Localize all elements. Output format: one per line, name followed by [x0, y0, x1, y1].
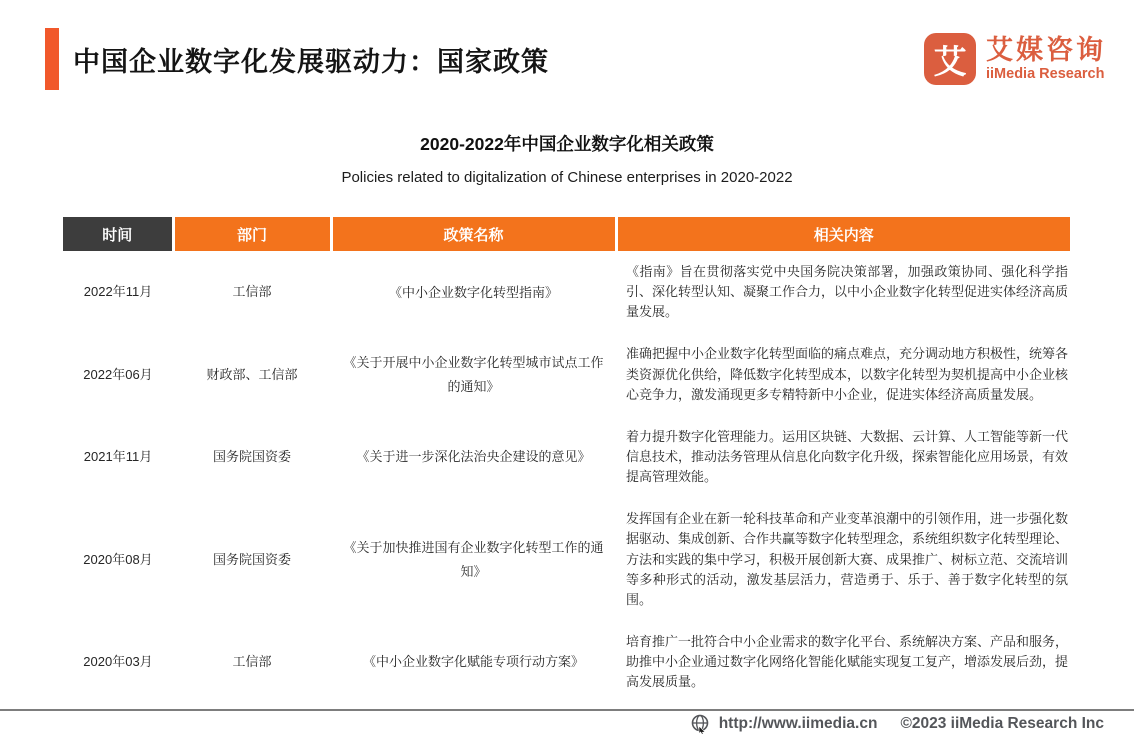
footer-url-link[interactable]: http://www.iimedia.cn: [718, 715, 878, 732]
cell-time: 2022年11月: [83, 284, 153, 300]
table-heading: [0, 131, 1134, 186]
cell-dept: 工信部: [232, 284, 272, 300]
table-header-row: [63, 217, 1070, 251]
iimedia-logo: [924, 33, 1106, 85]
header: [45, 28, 1106, 90]
table-row: [63, 498, 1070, 621]
col-header-policy: 政策名称: [331, 217, 616, 251]
cell-content: 准确把握中小企业数字化转型面临的痛点难点，充分调动地方积极性，统筹各类资源优化供给，降低数字化转型成本，以数字化转型为契机提高中小企业核心竞争力，激发涌现更多专精特新中小企业，促进实体经济高质量发展。: [626, 346, 1069, 402]
accent-bar: [45, 28, 59, 90]
cell-content: 发挥国有企业在新一轮科技革命和产业变革浪潮中的引领作用，进一步强化数据驱动、集成创新、合作共赢等数字化转型理念，系统组织数字化转型理论、方法和实践的集中学习，积极开展创新大赛、成果推广、树标立范、交流培训等多种形式的活动，激发基层活力，营造勇于、乐于、善于数字化转型的氛围。: [626, 511, 1069, 607]
policy-table: [63, 217, 1070, 703]
footer: [0, 709, 1134, 734]
iimedia-logo-icon: [924, 33, 976, 85]
cell-policy: 《关于开展中小企业数字化转型城市试点工作的通知》: [343, 355, 604, 394]
logo-name-cn: 艾媒咨询: [986, 35, 1106, 66]
table-title: 2020-2022年中国企业数字化相关政策: [420, 134, 714, 154]
cell-content: 培育推广一批符合中小企业需求的数字化平台、系统解决方案、产品和服务，助推中小企业通过数字化网络化智能化赋能实现复工复产，增添发展后劲，提高发展质量。: [626, 633, 1069, 690]
cell-content: 着力提升数字化管理能力。运用区块链、大数据、云计算、人工智能等新一代信息技术，推动法务管理从信息化向数字化升级，探索智能化应用场景，有效提高管理效能。: [626, 428, 1069, 485]
cell-time: 2020年03月: [83, 654, 153, 670]
logo-text: [986, 36, 1106, 82]
logo-name-en: iiMedia Research: [986, 65, 1105, 82]
table-row: [63, 251, 1070, 333]
table-subtitle: Policies related to digitalization of Chinese enterprises in 2020-2022: [341, 169, 793, 186]
logo-glyph: 艾: [933, 42, 967, 80]
cell-dept: 国务院国资委: [212, 448, 291, 464]
globe-cursor-icon: [690, 714, 710, 734]
cell-time: 2022年06月: [83, 366, 153, 382]
cell-policy: 《关于加快推进国有企业数字化转型工作的通知》: [343, 540, 604, 579]
page-title: 中国企业数字化发展驱动力：国家政策: [73, 46, 549, 77]
table-row: [63, 416, 1070, 498]
footer-copyright: ©2023 iiMedia Research Inc: [900, 715, 1104, 732]
cell-dept: 财政部、工信部: [206, 366, 298, 382]
cell-content: 《指南》旨在贯彻落实党中央国务院决策部署，加强政策协同、强化科学指引、深化转型认知、凝聚工作合力，以中小企业数字化转型促进实体经济高质量发展。: [626, 264, 1069, 320]
col-header-content: 相关内容: [616, 217, 1070, 251]
cell-policy: 《关于进一步深化法治央企建设的意见》: [356, 449, 591, 465]
col-header-dept: 部门: [173, 217, 331, 251]
cell-policy: 《中小企业数字化转型指南》: [388, 284, 558, 300]
cell-dept: 国务院国资委: [212, 551, 291, 567]
cell-time: 2020年08月: [83, 551, 153, 567]
cell-dept: 工信部: [232, 654, 272, 670]
table-row: [63, 621, 1070, 703]
table-row: [63, 333, 1070, 415]
cell-policy: 《中小企业数字化赋能专项行动方案》: [362, 654, 584, 670]
cell-time: 2021年11月: [83, 448, 153, 464]
col-header-time: 时间: [63, 217, 173, 251]
